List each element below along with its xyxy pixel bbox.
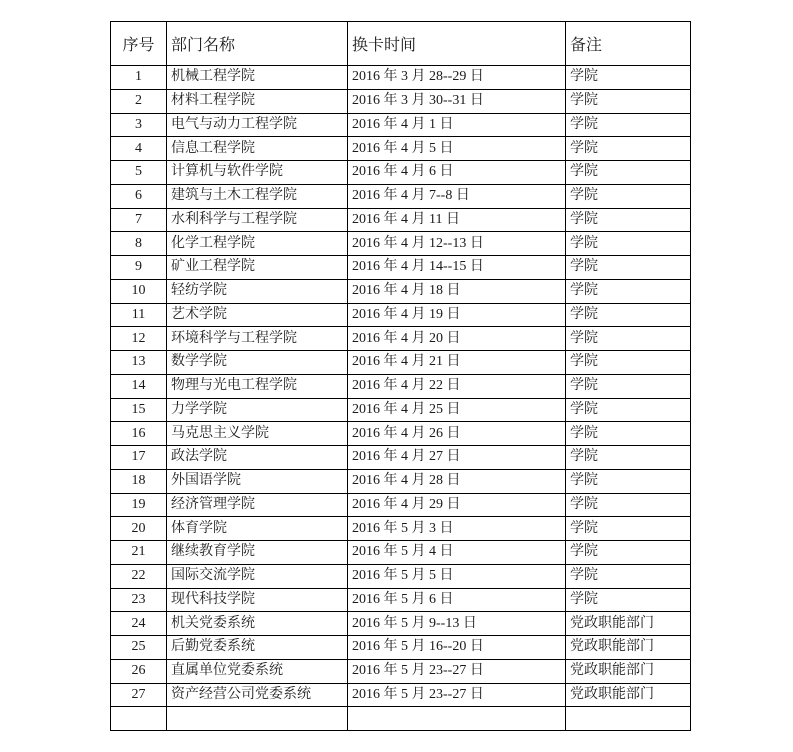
- cell-time: 2016 年 4 月 14--15 日: [348, 256, 566, 280]
- cell-remark: 学院: [566, 256, 691, 280]
- cell-index: 20: [111, 517, 167, 541]
- cell-time: 2016 年 4 月 27 日: [348, 446, 566, 470]
- cell-remark: 学院: [566, 66, 691, 90]
- cell-index: 4: [111, 137, 167, 161]
- table-row: [111, 113, 691, 137]
- cell-department: 建筑与土木工程学院: [167, 184, 348, 208]
- table-row: [111, 66, 691, 90]
- cell-department: 环境科学与工程学院: [167, 327, 348, 351]
- cell-time: 2016 年 5 月 4 日: [348, 541, 566, 565]
- table-row: [111, 327, 691, 351]
- cell-index: 27: [111, 683, 167, 707]
- cell-time: 2016 年 4 月 28 日: [348, 469, 566, 493]
- cell-department: 化学工程学院: [167, 232, 348, 256]
- cell-time: 2016 年 5 月 23--27 日: [348, 659, 566, 683]
- cell-remark: 党政职能部门: [566, 636, 691, 660]
- cell-department: 现代科技学院: [167, 588, 348, 612]
- cell-remark: 学院: [566, 374, 691, 398]
- column-header-time: 换卡时间: [348, 22, 566, 66]
- table-row: [111, 469, 691, 493]
- table-row: [111, 517, 691, 541]
- cell-department: 轻纺学院: [167, 279, 348, 303]
- cell-remark: 学院: [566, 517, 691, 541]
- cell-time: 2016 年 5 月 5 日: [348, 564, 566, 588]
- cell-index: 22: [111, 564, 167, 588]
- cell-department: 水利科学与工程学院: [167, 208, 348, 232]
- table-row: [111, 636, 691, 660]
- cell-remark: 学院: [566, 351, 691, 375]
- cell-department: 国际交流学院: [167, 564, 348, 588]
- cell-department: 电气与动力工程学院: [167, 113, 348, 137]
- cell-index: 13: [111, 351, 167, 375]
- cell-time: 2016 年 4 月 18 日: [348, 279, 566, 303]
- cell-time: 2016 年 4 月 26 日: [348, 422, 566, 446]
- table-row: [111, 184, 691, 208]
- cell-department: 物理与光电工程学院: [167, 374, 348, 398]
- cell-index: 15: [111, 398, 167, 422]
- cell-time: 2016 年 4 月 20 日: [348, 327, 566, 351]
- table-row: [111, 659, 691, 683]
- table-row: [111, 683, 691, 707]
- cell-department: 继续教育学院: [167, 541, 348, 565]
- cell-department: 力学学院: [167, 398, 348, 422]
- cell-index: 2: [111, 89, 167, 113]
- table-row: [111, 256, 691, 280]
- table-row: [111, 612, 691, 636]
- cell-time: 2016 年 5 月 23--27 日: [348, 683, 566, 707]
- cell-index: 7: [111, 208, 167, 232]
- cell-remark: 学院: [566, 588, 691, 612]
- column-header-remark: 备注: [566, 22, 691, 66]
- cell-remark: 学院: [566, 446, 691, 470]
- table-row: [111, 303, 691, 327]
- cell-index: 10: [111, 279, 167, 303]
- cell-time: [348, 707, 566, 731]
- cell-department: 经济管理学院: [167, 493, 348, 517]
- cell-index: 18: [111, 469, 167, 493]
- cell-department: 数学学院: [167, 351, 348, 375]
- cell-index: 23: [111, 588, 167, 612]
- cell-index: 11: [111, 303, 167, 327]
- cell-index: 24: [111, 612, 167, 636]
- cell-time: 2016 年 4 月 21 日: [348, 351, 566, 375]
- cell-remark: 学院: [566, 398, 691, 422]
- cell-time: 2016 年 4 月 12--13 日: [348, 232, 566, 256]
- cell-department: 后勤党委系统: [167, 636, 348, 660]
- cell-time: 2016 年 5 月 9--13 日: [348, 612, 566, 636]
- cell-remark: 学院: [566, 541, 691, 565]
- cell-remark: 学院: [566, 469, 691, 493]
- cell-index: 26: [111, 659, 167, 683]
- cell-remark: 党政职能部门: [566, 659, 691, 683]
- table-row: [111, 541, 691, 565]
- cell-remark: 学院: [566, 208, 691, 232]
- cell-department: 艺术学院: [167, 303, 348, 327]
- table-row: [111, 208, 691, 232]
- cell-time: 2016 年 4 月 19 日: [348, 303, 566, 327]
- cell-remark: 学院: [566, 232, 691, 256]
- cell-department: 矿业工程学院: [167, 256, 348, 280]
- cell-time: 2016 年 3 月 28--29 日: [348, 66, 566, 90]
- cell-time: 2016 年 4 月 6 日: [348, 161, 566, 185]
- cell-remark: 学院: [566, 89, 691, 113]
- cell-department: [167, 707, 348, 731]
- table-row: [111, 493, 691, 517]
- cell-time: 2016 年 5 月 16--20 日: [348, 636, 566, 660]
- cell-remark: 学院: [566, 184, 691, 208]
- cell-index: 6: [111, 184, 167, 208]
- cell-remark: 学院: [566, 113, 691, 137]
- cell-remark: 学院: [566, 422, 691, 446]
- cell-index: 14: [111, 374, 167, 398]
- cell-index: 3: [111, 113, 167, 137]
- table-row: [111, 137, 691, 161]
- cell-remark: 学院: [566, 493, 691, 517]
- cell-index: [111, 707, 167, 731]
- table-row: [111, 374, 691, 398]
- cell-index: 5: [111, 161, 167, 185]
- cell-remark: 党政职能部门: [566, 612, 691, 636]
- table-row: [111, 422, 691, 446]
- table-header: [111, 22, 691, 66]
- cell-index: 8: [111, 232, 167, 256]
- cell-department: 政法学院: [167, 446, 348, 470]
- cell-department: 马克思主义学院: [167, 422, 348, 446]
- table-row: [111, 446, 691, 470]
- cell-remark: [566, 707, 691, 731]
- cell-remark: 学院: [566, 303, 691, 327]
- cell-time: 2016 年 3 月 30--31 日: [348, 89, 566, 113]
- cell-remark: 学院: [566, 161, 691, 185]
- table-row: [111, 707, 691, 731]
- cell-time: 2016 年 4 月 29 日: [348, 493, 566, 517]
- header-row: [111, 22, 691, 66]
- cell-index: 25: [111, 636, 167, 660]
- cell-time: 2016 年 5 月 6 日: [348, 588, 566, 612]
- table-body: [111, 66, 691, 731]
- table-row: [111, 564, 691, 588]
- cell-remark: 学院: [566, 327, 691, 351]
- cell-department: 信息工程学院: [167, 137, 348, 161]
- cell-department: 体育学院: [167, 517, 348, 541]
- cell-time: 2016 年 4 月 5 日: [348, 137, 566, 161]
- cell-department: 机械工程学院: [167, 66, 348, 90]
- table-row: [111, 588, 691, 612]
- cell-time: 2016 年 4 月 22 日: [348, 374, 566, 398]
- table-row: [111, 398, 691, 422]
- cell-time: 2016 年 4 月 25 日: [348, 398, 566, 422]
- cell-department: 计算机与软件学院: [167, 161, 348, 185]
- cell-index: 19: [111, 493, 167, 517]
- cell-remark: 学院: [566, 279, 691, 303]
- table-row: [111, 89, 691, 113]
- cell-department: 直属单位党委系统: [167, 659, 348, 683]
- cell-department: 材料工程学院: [167, 89, 348, 113]
- table-row: [111, 279, 691, 303]
- column-header-department: 部门名称: [167, 22, 348, 66]
- cell-time: 2016 年 5 月 3 日: [348, 517, 566, 541]
- cell-index: 16: [111, 422, 167, 446]
- cell-index: 21: [111, 541, 167, 565]
- cell-time: 2016 年 4 月 7--8 日: [348, 184, 566, 208]
- cell-department: 外国语学院: [167, 469, 348, 493]
- cell-department: 机关党委系统: [167, 612, 348, 636]
- cell-index: 17: [111, 446, 167, 470]
- cell-time: 2016 年 4 月 1 日: [348, 113, 566, 137]
- cell-remark: 学院: [566, 564, 691, 588]
- cell-index: 12: [111, 327, 167, 351]
- cell-remark: 学院: [566, 137, 691, 161]
- cell-department: 资产经营公司党委系统: [167, 683, 348, 707]
- card-exchange-schedule-table: [110, 21, 691, 731]
- cell-index: 1: [111, 66, 167, 90]
- cell-time: 2016 年 4 月 11 日: [348, 208, 566, 232]
- table-row: [111, 161, 691, 185]
- cell-remark: 党政职能部门: [566, 683, 691, 707]
- table-row: [111, 232, 691, 256]
- column-header-index: 序号: [111, 22, 167, 66]
- cell-index: 9: [111, 256, 167, 280]
- table-row: [111, 351, 691, 375]
